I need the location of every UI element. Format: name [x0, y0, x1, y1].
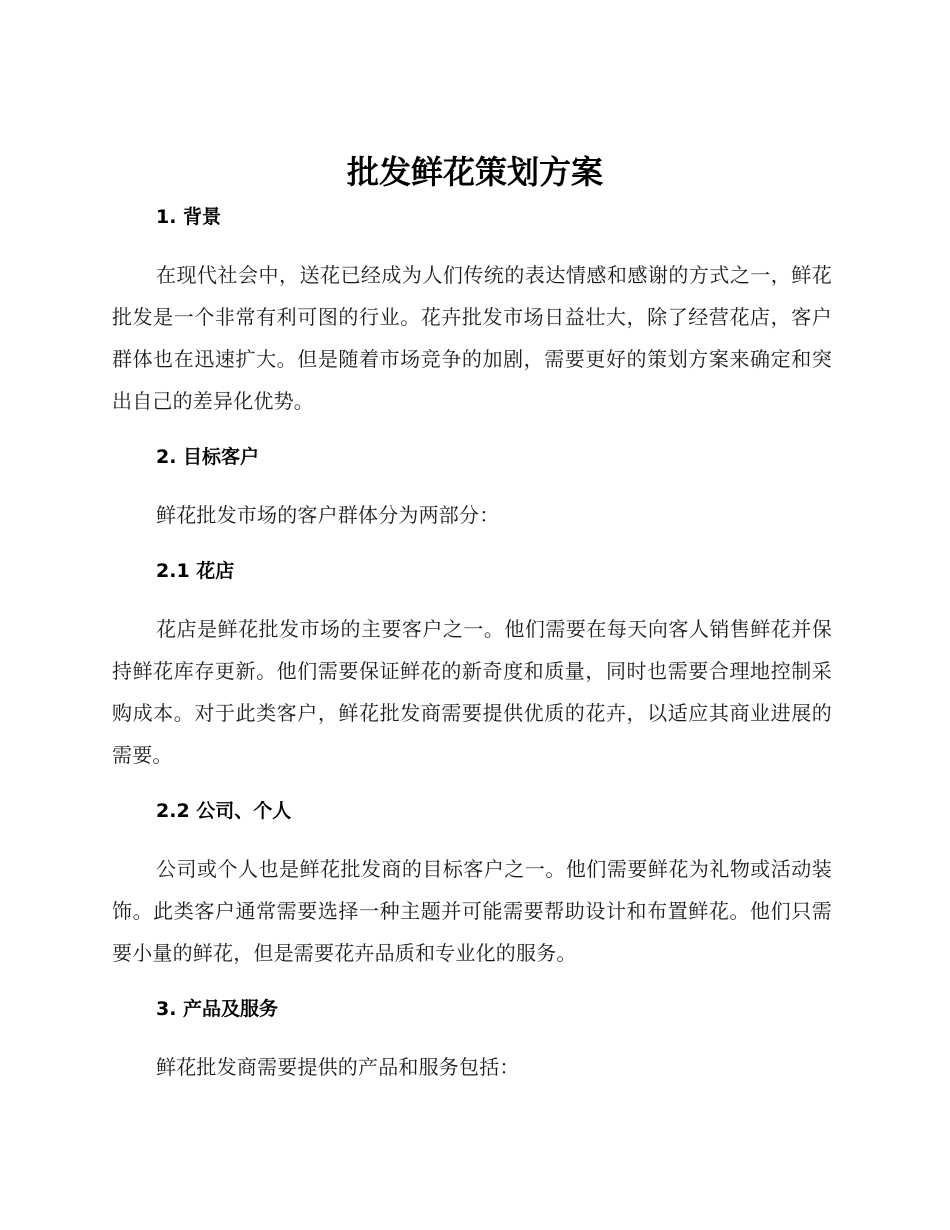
section-products-services [112, 994, 832, 1088]
section-paragraph: 花店是鲜花批发市场的主要客户之一。他们需要在每天向客人销售鲜花并保持鲜花库存更新。他们需要保证鲜花的新奇度和质量，同时也需要合理地控制采购成本。对于此类客户，鲜花批发商需要提供优质的花卉，以适应其商业进展的需要。 [112, 617, 832, 767]
section-heading: 2.2 公司、个人 [156, 800, 292, 822]
section-paragraph: 在现代社会中，送花已经成为人们传统的表达情感和感谢的方式之一，鲜花批发是一个非常有利可图的行业。花卉批发市场日益壮大，除了经营花店，客户群体也在迅速扩大。但是随着市场竞争的加剧，需要更好的策划方案来确定和突出自己的差异化优势。 [112, 263, 832, 413]
section-paragraph: 公司或个人也是鲜花批发商的目标客户之一。他们需要鲜花为礼物或活动装饰。此类客户通常需要选择一种主题并可能需要帮助设计和布置鲜花。他们只需要小量的鲜花，但是需要花卉品质和专业化的服务。 [112, 857, 832, 965]
section-heading: 1. 背景 [156, 206, 222, 228]
section-target-customers [112, 442, 832, 556]
section-paragraph: 鲜花批发市场的客户群体分为两部分： [156, 503, 500, 527]
section-flower-shops [112, 556, 832, 796]
document-body [112, 202, 832, 1088]
document-title: 批发鲜花策划方案 [346, 153, 603, 191]
section-heading: 2. 目标客户 [156, 446, 260, 468]
section-companies-individuals [112, 796, 832, 994]
section-paragraph: 鲜花批发商需要提供的产品和服务包括： [156, 1055, 520, 1079]
section-heading: 2.1 花店 [156, 560, 235, 582]
section-background [112, 202, 832, 442]
section-heading: 3. 产品及服务 [156, 998, 279, 1020]
